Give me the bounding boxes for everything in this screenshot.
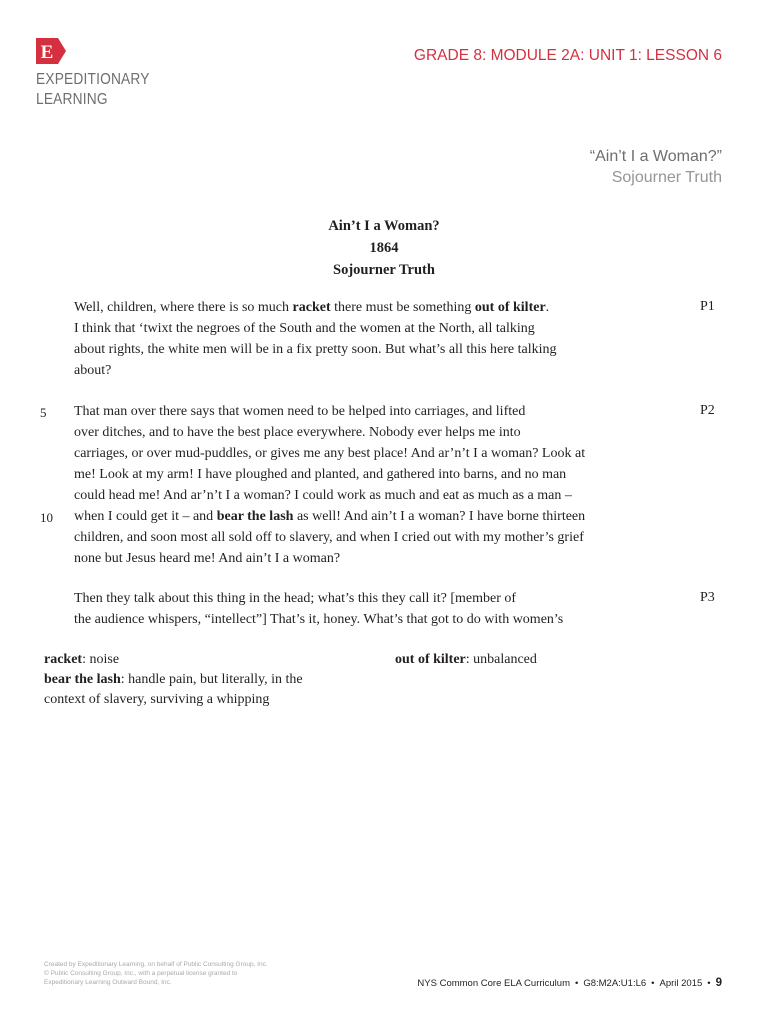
paragraph-line (74, 297, 694, 318)
vocab-term: out of kilter (474, 300, 546, 315)
text-title-name: Ain’t I a Woman? (328, 218, 440, 234)
footer-credit-line: Expeditionary Learning Outward Bound, Inc. (44, 979, 172, 986)
vocab-entry-out-of-kilter: out of kilter: unbalanced (395, 652, 537, 667)
vocab-entry-racket: racket: noise (44, 652, 120, 667)
paragraph-line (74, 443, 694, 464)
vocab-term: bear the lash (216, 509, 294, 524)
paragraph-line (74, 588, 694, 609)
text-run: there must be something (330, 300, 475, 315)
text-title-year: 1864 (369, 240, 399, 256)
text-run: could head me! And ar’n’t I a woman? I could work as much and eat as much as a man – (74, 488, 572, 503)
paragraph-line (74, 609, 694, 630)
vocab-left (44, 650, 384, 710)
text-run: That man over there says that women need to be helped into carriages, and lifted (74, 404, 526, 419)
line-number-10: 10 (40, 510, 53, 525)
paragraph-line (74, 339, 694, 360)
footer-credits (44, 960, 268, 987)
paragraph-line (74, 485, 694, 506)
paragraph-line (74, 401, 694, 422)
footer-curriculum-info (417, 977, 722, 989)
logo-line-2: LEARNING (36, 91, 108, 108)
paragraph-line (74, 318, 694, 339)
footer-separator: • (651, 978, 655, 989)
logo-wordmark (36, 70, 150, 110)
paragraph-3 (74, 588, 694, 630)
paragraph-line (74, 527, 694, 548)
text-run: over ditches, and to have the best place everywhere. Nobody ever helps me into (74, 425, 521, 440)
text-run: carriages, or over mud-puddles, or gives me any best place! And ar’n’t I a woman? Look at (74, 446, 586, 461)
paragraph-label-3: P3 (700, 590, 715, 605)
logo-line-1: EXPEDITIONARY (36, 71, 150, 88)
footer-lesson-code: G8:M2A:U1:L6 (583, 978, 647, 989)
text-run: . (545, 300, 550, 315)
text-title-author: Sojourner Truth (333, 262, 435, 278)
vocab-right (395, 650, 715, 670)
vocab-term: racket (292, 300, 331, 315)
line-number-5: 5 (40, 405, 47, 420)
text-run: none but Jesus heard me! And ain’t I a woman? (74, 551, 341, 566)
text-run: Then they talk about this thing in the head; what’s this they call it? [member of (74, 591, 517, 606)
lesson-header: GRADE 8: MODULE 2A: UNIT 1: LESSON 6 (413, 47, 722, 64)
text-run: as well! And ain’t I a woman? I have borne thirteen (293, 509, 586, 524)
document-title-block (590, 148, 722, 187)
page-number: 9 (715, 977, 722, 989)
vocab-entry-continuation: context of slavery, surviving a whipping (44, 692, 270, 707)
text-run: children, and soon most all sold off to slavery, and when I cried out with my mother’s grief (74, 530, 584, 545)
paragraph-line (74, 548, 694, 569)
text-run: about rights, the white men will be in a fix pretty soon. But what’s all this here talking (74, 342, 557, 357)
paragraph-line (74, 464, 694, 485)
logo-mark-icon (36, 38, 66, 64)
paragraph-line (74, 360, 694, 381)
document-author: Sojourner Truth (611, 169, 722, 186)
paragraph-2 (74, 401, 694, 569)
paragraph-line (74, 422, 694, 443)
text-run: Well, children, where there is so much (74, 300, 293, 315)
text-run: when I could get it – and (74, 509, 217, 524)
paragraph-line (74, 506, 694, 527)
text-title (0, 215, 768, 281)
vocab-entry-bear-the-lash: bear the lash: handle pain, but literally, in the (44, 672, 303, 687)
footer-credit-line: Created by Expeditionary Learning, on behalf of Public Consulting Group, Inc. (44, 961, 268, 968)
footer-separator: • (574, 978, 579, 989)
text-run: I think that ‘twixt the negroes of the South and the women at the North, all talking (74, 321, 535, 336)
text-run: the audience whispers, “intellect”] That’s it, honey. What’s that got to do with women’s (74, 612, 564, 627)
paragraph-label-1: P1 (700, 299, 715, 314)
svg-text:E: E (40, 42, 54, 63)
text-run: about? (74, 363, 112, 378)
document-title: “Ain’t I a Woman?” (589, 148, 722, 165)
footer-separator: • (707, 978, 711, 989)
footer-credit-line: © Public Consulting Group, Inc., with a perpetual license granted to (44, 970, 238, 977)
paragraph-label-2: P2 (700, 403, 715, 418)
footer-curriculum: NYS Common Core ELA Curriculum (417, 978, 570, 989)
expeditionary-learning-logo (36, 38, 168, 110)
text-run: me! Look at my arm! I have ploughed and planted, and gathered into barns, and no man (74, 467, 567, 482)
footer-date: April 2015 (659, 978, 703, 989)
paragraph-1 (74, 297, 694, 381)
